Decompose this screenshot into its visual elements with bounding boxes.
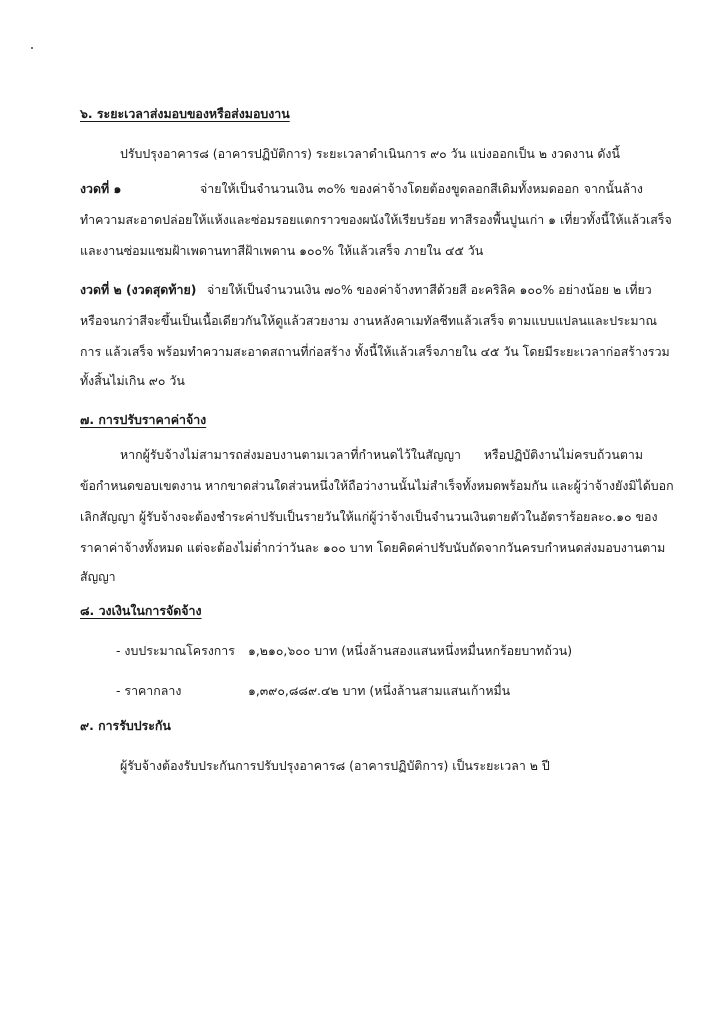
budget-value: ๑,๒๑๐,๖๐๐ บาท (หนึ่งล้านสองแสนหนึ่งหมื่นหกร้อยบาทถ้วน) xyxy=(248,643,573,658)
section-7-line-2: ข้อกำหนดขอบเขตงาน หากขาดส่วนใดส่วนหนึ่งให้ถือว่างานนั้นไม่สำเร็จทั้งหมดพร้อมกัน และผู้ว่าจ้างยังมิได้บอก xyxy=(80,478,674,493)
budget-label: - งบประมาณโครงการ xyxy=(116,643,235,658)
section-9-heading: ๙. การรับประกัน xyxy=(80,718,171,733)
installment-2-line-2: หรือจนกว่าสีจะขึ้นเป็นเนื้อเดียวกันให้ดูแล้วสวยงาม งานหลังคาเมทัลชีทแล้วเสร็จ ตามแบบแปลนและประมาณ xyxy=(80,313,658,328)
section-7-line-4: ราคาค่าจ้างทั้งหมด แต่จะต้องไม่ต่ำกว่าวันละ ๑๐๐ บาท โดยคิดค่าปรับนับถัดจากวันครบกำหนดส่งมอบงานตาม xyxy=(80,540,666,555)
section-7-line-1: หากผู้รับจ้างไม่สามารถส่งมอบงานตามเวลาที่กำหนดไว้ในสัญญา หรือปฏิบัติงานไม่ครบถ้วนตาม xyxy=(120,447,643,462)
installment-2-line-3: การ แล้วเสร็จ พร้อมทำความสะอาดสถานที่ก่อสร้าง ทั้งนี้ให้แล้วเสร็จภายใน ๔๕ วัน โดยมีระยะเวลาก่อสร้างรวม xyxy=(80,344,670,359)
median-price-value: ๑,๓๙๐,๘๘๙.๔๒ บาท (หนึ่งล้านสามแสนเก้าหมื่น xyxy=(248,683,511,698)
installment-1-line-1: จ่ายให้เป็นจำนวนเงิน ๓๐% ของค่าจ้างโดยต้องขูดลอกสีเดิมทั้งหมดออก จากนั้นล้าง xyxy=(200,181,643,196)
installment-2-label: งวดที่ ๒ (งวดสุดท้าย) xyxy=(80,282,197,297)
installment-2-line-1: จ่ายให้เป็นจำนวนเงิน ๗๐% ของค่าจ้างทาสีด้วยสี อะคริลิค ๑๐๐% อย่างน้อย ๒ เที่ยว xyxy=(207,282,652,297)
scan-speck xyxy=(31,47,33,49)
section-9-line-1: ผู้รับจ้างต้องรับประกันการปรับปรุงอาคาร๘ (อาคารปฏิบัติการ) เป็นระยะเวลา ๒ ปี xyxy=(120,758,550,773)
section-6-heading: ๖. ระยะเวลาส่งมอบของหรือส่งมอบงาน xyxy=(80,106,290,121)
section-7-line-3: เลิกสัญญา ผู้รับจ้างจะต้องชำระค่าปรับเป็นรายวันให้แก่ผู้ว่าจ้างเป็นจำนวนเงินตายตัวในอัตราร้อยละ๐.๑๐ ของ xyxy=(80,509,658,524)
installment-1-line-3: และงานซ่อมแซมฝ้าเพดานทาสีฝ้าเพดาน ๑๐๐% ให้แล้วเสร็จ ภายใน ๔๕ วัน xyxy=(80,243,484,258)
median-price-label: - ราคากลาง xyxy=(116,683,182,698)
installment-2-line-4: ทั้งสิ้นไม่เกิน ๙๐ วัน xyxy=(80,373,185,388)
section-7-line-5: สัญญา xyxy=(80,569,116,584)
installment-1-label: งวดที่ ๑ xyxy=(80,181,122,196)
section-7-heading: ๗. การปรับราคาค่าจ้าง xyxy=(80,412,207,427)
installment-1-line-2: ทำความสะอาดปล่อยให้แห้งและซ่อมรอยแตกราวของผนังให้เรียบร้อย ทาสีรองพื้นปูนเก่า ๑ เที่ยวทั้งนี้ให้แล้วเสร็จ xyxy=(80,212,672,227)
section-8-heading: ๘. วงเงินในการจัดจ้าง xyxy=(80,603,202,618)
section-6-intro: ปรับปรุงอาคาร๘ (อาคารปฏิบัติการ) ระยะเวลาดำเนินการ ๙๐ วัน แบ่งออกเป็น ๒ งวดงาน ดังนี้ xyxy=(120,146,620,161)
